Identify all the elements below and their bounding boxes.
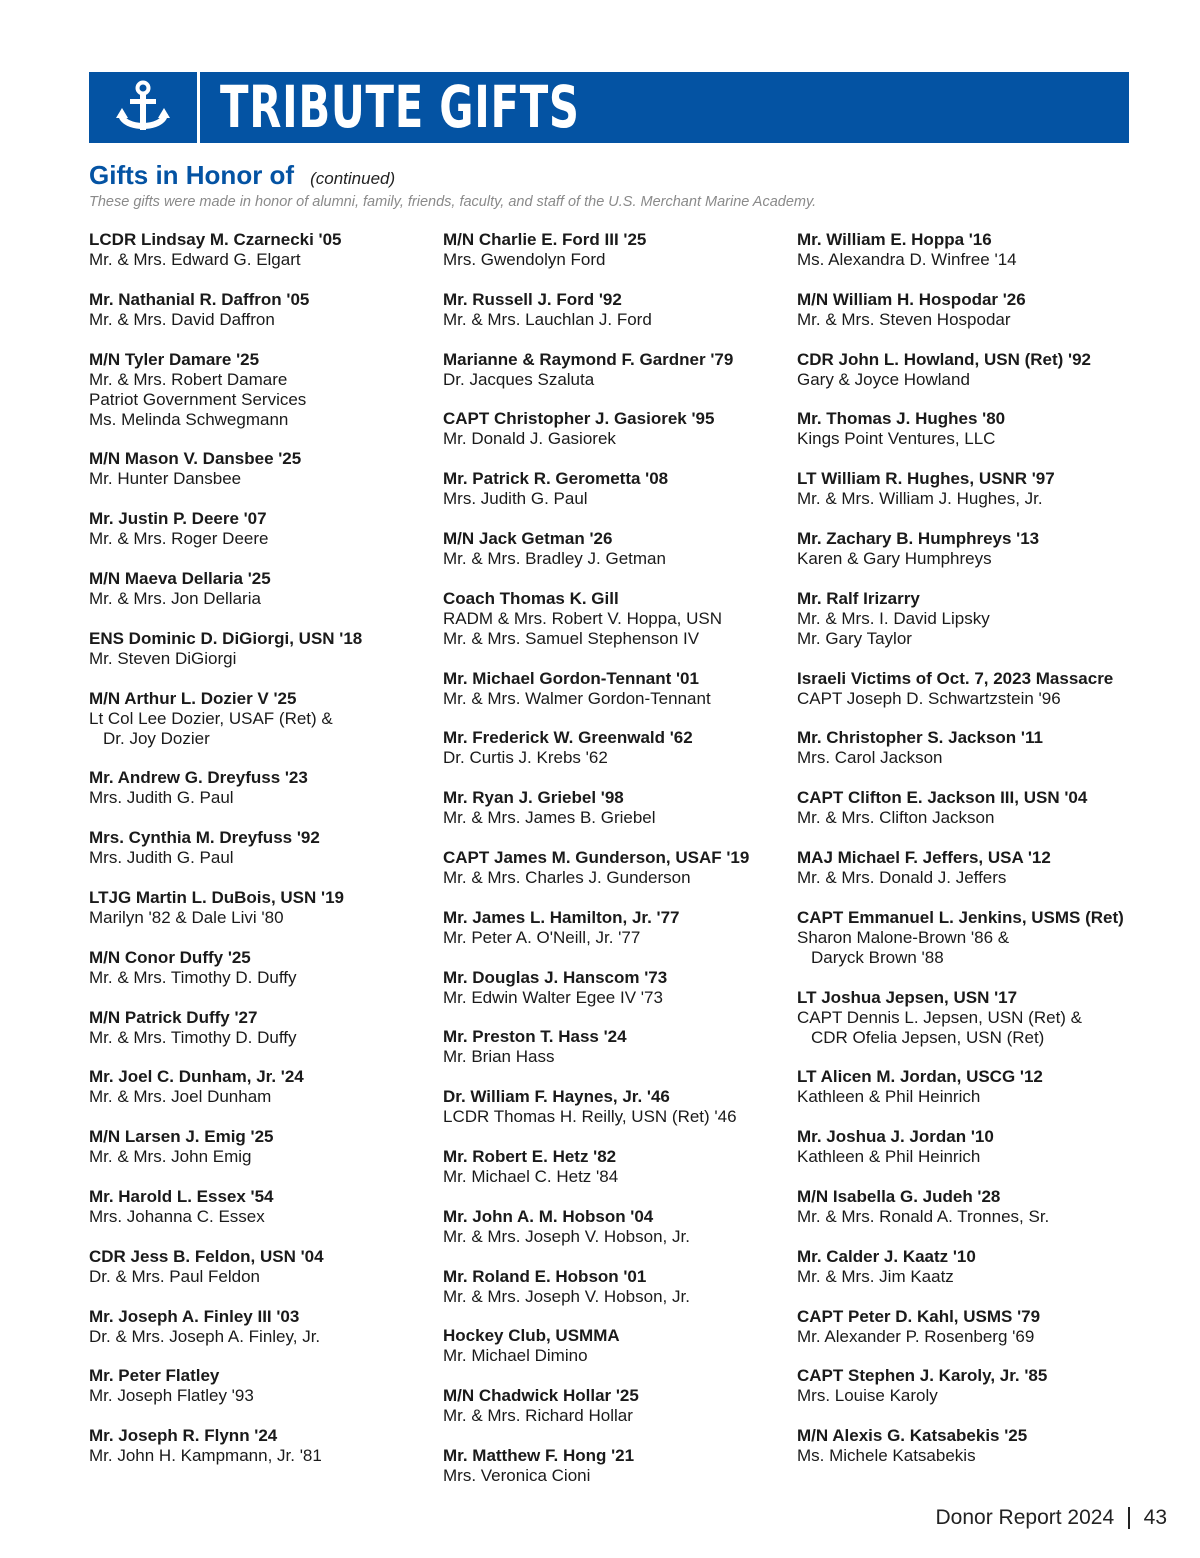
donor-name: Mr. Brian Hass (443, 1047, 555, 1067)
honoree-name: Mr. Frederick W. Greenwald '62 (443, 728, 693, 748)
donor-name: Mrs. Veronica Cioni (443, 1465, 591, 1485)
honoree-name: CDR Jess B. Feldon, USN '04 (89, 1246, 324, 1266)
honoree-name: Mr. William E. Hoppa '16 (797, 230, 992, 249)
donor-name: Mr. & Mrs. Bradley J. Getman (443, 548, 666, 568)
banner-divider (197, 72, 200, 143)
tribute-entry (443, 1087, 793, 1127)
footer-label: Donor Report 2024 (935, 1506, 1115, 1529)
honoree-name: CAPT Clifton E. Jackson III, USN '04 (797, 788, 1088, 808)
tribute-entry (89, 1127, 439, 1167)
tribute-entry (797, 589, 1147, 649)
honoree-name: Mr. James L. Hamilton, Jr. '77 (443, 907, 680, 927)
donor-name: Mr. & Mrs. Joseph V. Hobson, Jr. (443, 1226, 690, 1246)
donor-name: Gary & Joyce Howland (797, 369, 970, 389)
donor-name: Mr. & Mrs. Joel Dunham (89, 1087, 272, 1107)
donor-name: Dr. Jacques Szaluta (443, 369, 595, 389)
tribute-entry (443, 529, 793, 569)
donor-name: CAPT Joseph D. Schwartzstein '96 (797, 688, 1061, 708)
tribute-entry (89, 569, 439, 609)
honoree-name: M/N Mason V. Dansbee '25 (89, 449, 302, 469)
honoree-name: M/N Conor Duffy '25 (89, 947, 251, 967)
honoree-name: M/N Larsen J. Emig '25 (89, 1127, 274, 1147)
donor-name: Daryck Brown '88 (811, 947, 944, 967)
page-title: TRIBUTE GIFTS (220, 73, 580, 141)
honoree-name: CAPT Emmanuel L. Jenkins, USMS (Ret) (797, 907, 1124, 927)
donor-name: Mr. & Mrs. James B. Griebel (443, 808, 656, 828)
tribute-entry (89, 828, 439, 868)
donor-name: Ms. Alexandra D. Winfree '14 (797, 250, 1017, 269)
donor-name: Mr. Joseph Flatley '93 (89, 1386, 254, 1406)
tribute-entry (443, 1207, 793, 1247)
honoree-name: M/N Patrick Duffy '27 (89, 1007, 258, 1027)
donor-name: Mrs. Louise Karoly (797, 1386, 938, 1406)
tribute-entry (89, 449, 439, 489)
honoree-name: Mr. Preston T. Hass '24 (443, 1027, 627, 1047)
donor-name: Mr. Donald J. Gasiorek (443, 429, 616, 449)
donor-name: Mr. & Mrs. Lauchlan J. Ford (443, 309, 652, 329)
donor-name: Dr. Curtis J. Krebs '62 (443, 748, 608, 768)
donor-name: Mr. & Mrs. Clifton Jackson (797, 808, 995, 828)
donor-name: Mr. & Mrs. Jim Kaatz (797, 1266, 954, 1286)
tribute-entry (443, 409, 793, 449)
honoree-name: Israeli Victims of Oct. 7, 2023 Massacre (797, 668, 1114, 688)
honoree-name: Mr. Joseph A. Finley III '03 (89, 1306, 300, 1326)
donor-name: Mr. John H. Kampmann, Jr. '81 (89, 1446, 322, 1466)
tribute-entry (89, 290, 439, 330)
donor-name: Mr. Michael Dimino (443, 1346, 588, 1366)
tribute-entry (89, 230, 439, 270)
tribute-entry (797, 529, 1147, 569)
donor-name: Mr. & Mrs. Richard Hollar (443, 1406, 633, 1426)
tribute-entry (443, 1267, 793, 1307)
page-number: 43 (1143, 1506, 1167, 1529)
honoree-name: CAPT Christopher J. Gasiorek '95 (443, 409, 715, 429)
tribute-entry (89, 888, 439, 928)
honoree-name: CDR John L. Howland, USN (Ret) '92 (797, 349, 1091, 369)
section-title: Gifts in Honor of (89, 160, 295, 190)
tribute-entry (443, 908, 793, 948)
honoree-name: Mr. Ryan J. Griebel '98 (443, 788, 624, 808)
donor-name: Dr. & Mrs. Paul Feldon (89, 1266, 261, 1286)
honoree-name: Mr. Justin P. Deere '07 (89, 509, 267, 529)
donor-name: Kathleen & Phil Heinrich (797, 1087, 981, 1107)
tribute-entry (797, 669, 1147, 709)
tribute-entry (89, 1366, 439, 1406)
donor-name: Sharon Malone-Brown '86 & (797, 927, 1010, 947)
honoree-name: M/N Charlie E. Ford III '25 (443, 230, 647, 249)
donor-name: Mr. & Mrs. Donald J. Jeffers (797, 867, 1007, 887)
tribute-entry (89, 1307, 439, 1347)
honoree-name: CAPT Stephen J. Karoly, Jr. '85 (797, 1366, 1048, 1386)
honoree-name: Mr. Nathanial R. Daffron '05 (89, 289, 310, 309)
honoree-name: LCDR Lindsay M. Czarnecki '05 (89, 230, 342, 249)
donor-name: Mr. & Mrs. Jon Dellaria (89, 588, 261, 608)
donor-name: Mrs. Judith G. Paul (89, 848, 234, 868)
donor-name: Mrs. Gwendolyn Ford (443, 250, 606, 269)
tribute-entry (443, 589, 793, 649)
honoree-name: LTJG Martin L. DuBois, USN '19 (89, 887, 344, 907)
honoree-name: M/N Jack Getman '26 (443, 528, 613, 548)
honoree-name: Mr. Thomas J. Hughes '80 (797, 409, 1006, 429)
tribute-entry (89, 1008, 439, 1048)
honoree-name: Mr. Joel C. Dunham, Jr. '24 (89, 1067, 304, 1087)
donor-name: Mrs. Judith G. Paul (443, 489, 588, 509)
honoree-name: Mr. Matthew F. Hong '21 (443, 1445, 635, 1465)
anchor-icon (89, 72, 197, 143)
donor-name: Mr. & Mrs. Steven Hospodar (797, 309, 1011, 329)
tribute-entry (797, 1187, 1147, 1227)
page-footer (936, 1506, 1167, 1530)
donor-name: Ms. Melinda Schwegmann (89, 409, 289, 429)
donor-name: Mr. & Mrs. Joseph V. Hobson, Jr. (443, 1286, 690, 1306)
tribute-entry (797, 728, 1147, 768)
donor-name: CDR Ofelia Jepsen, USN (Ret) (811, 1027, 1045, 1047)
honoree-name: Mr. Ralf Irizarry (797, 588, 920, 608)
honoree-name: Mr. Calder J. Kaatz '10 (797, 1246, 976, 1266)
tribute-entry (89, 1067, 439, 1107)
tribute-entry (89, 1187, 439, 1227)
tribute-entry (797, 350, 1147, 390)
honoree-name: Mr. Harold L. Essex '54 (89, 1186, 274, 1206)
honoree-name: Marianne & Raymond F. Gardner '79 (443, 349, 734, 369)
donor-name: Lt Col Lee Dozier, USAF (Ret) & (89, 708, 333, 728)
tribute-entry (797, 988, 1147, 1048)
tribute-entry (797, 908, 1147, 968)
tribute-entry (89, 1247, 439, 1287)
tribute-entry (797, 290, 1147, 330)
honoree-name: Hockey Club, USMMA (443, 1326, 620, 1346)
honoree-name: Mr. Michael Gordon-Tennant '01 (443, 668, 699, 688)
donor-name: Mr. & Mrs. Edward G. Elgart (89, 250, 301, 269)
honoree-name: LT William R. Hughes, USNR '97 (797, 469, 1055, 489)
honoree-name: CAPT Peter D. Kahl, USMS '79 (797, 1306, 1041, 1326)
header-banner (89, 72, 1129, 143)
honoree-name: Mr. Douglas J. Hanscom '73 (443, 967, 668, 987)
tribute-entry (89, 1426, 439, 1466)
donor-name: Dr. Joy Dozier (103, 728, 210, 748)
tribute-entry (443, 788, 793, 828)
donor-name: Mrs. Carol Jackson (797, 748, 943, 768)
donor-name: Mr. & Mrs. Timothy D. Duffy (89, 1027, 297, 1047)
tribute-entry (89, 350, 439, 430)
donor-name: Dr. & Mrs. Joseph A. Finley, Jr. (89, 1326, 321, 1346)
tribute-entry (89, 629, 439, 669)
donor-name: Mr. & Mrs. David Daffron (89, 309, 275, 329)
honoree-name: Mrs. Cynthia M. Dreyfuss '92 (89, 828, 320, 848)
honoree-name: MAJ Michael F. Jeffers, USA '12 (797, 847, 1051, 867)
honoree-name: Mr. Joseph R. Flynn '24 (89, 1426, 278, 1446)
honoree-name: Mr. Christopher S. Jackson '11 (797, 728, 1043, 748)
donor-name: Mr. & Mrs. William J. Hughes, Jr. (797, 489, 1043, 509)
honoree-name: CAPT James M. Gunderson, USAF '19 (443, 847, 750, 867)
honoree-name: M/N William H. Hospodar '26 (797, 289, 1026, 309)
donor-name: Mr. & Mrs. Samuel Stephenson IV (443, 628, 700, 648)
tribute-entry (797, 1366, 1147, 1406)
tribute-entry (443, 1147, 793, 1187)
honoree-name: Mr. John A. M. Hobson '04 (443, 1206, 654, 1226)
donor-name: Mrs. Judith G. Paul (89, 788, 234, 808)
tribute-entry (443, 1326, 793, 1366)
donor-name: Kathleen & Phil Heinrich (797, 1147, 981, 1167)
donor-name: RADM & Mrs. Robert V. Hoppa, USN (443, 608, 723, 628)
donor-name: Mr. Steven DiGiorgi (89, 648, 237, 668)
tribute-entry (443, 469, 793, 509)
tribute-entry (443, 350, 793, 390)
donor-name: Karen & Gary Humphreys (797, 548, 992, 568)
tribute-entry (443, 968, 793, 1008)
donor-name: Mr. Gary Taylor (797, 628, 912, 648)
honoree-name: LT Joshua Jepsen, USN '17 (797, 987, 1018, 1007)
honoree-name: M/N Chadwick Hollar '25 (443, 1386, 639, 1406)
donor-name: Mr. & Mrs. Roger Deere (89, 529, 269, 549)
honoree-name: LT Alicen M. Jordan, USCG '12 (797, 1067, 1043, 1087)
tribute-entry (443, 1386, 793, 1426)
tribute-entry (797, 848, 1147, 888)
honoree-name: Mr. Andrew G. Dreyfuss '23 (89, 768, 308, 788)
tribute-entry (797, 1307, 1147, 1347)
honoree-name: Mr. Russell J. Ford '92 (443, 289, 622, 309)
donor-name: Mr. Alexander P. Rosenberg '69 (797, 1326, 1035, 1346)
honoree-name: Mr. Patrick R. Gerometta '08 (443, 469, 669, 489)
tribute-entry (797, 1067, 1147, 1107)
honoree-name: Mr. Joshua J. Jordan '10 (797, 1127, 994, 1147)
honoree-name: Mr. Roland E. Hobson '01 (443, 1266, 647, 1286)
tribute-entry (797, 469, 1147, 509)
tribute-entry (797, 788, 1147, 828)
honoree-name: Mr. Zachary B. Humphreys '13 (797, 528, 1040, 548)
donor-name: Mrs. Johanna C. Essex (89, 1206, 265, 1226)
tribute-entry (443, 669, 793, 709)
tribute-entry (443, 290, 793, 330)
donor-name: Mr. & Mrs. Timothy D. Duffy (89, 967, 297, 987)
column-3 (797, 230, 1147, 1486)
tribute-entry (89, 689, 439, 749)
tribute-entry (443, 230, 793, 270)
donor-name: LCDR Thomas H. Reilly, USN (Ret) '46 (443, 1107, 737, 1127)
honoree-name: Mr. Peter Flatley (89, 1366, 220, 1386)
honoree-name: Dr. William F. Haynes, Jr. '46 (443, 1087, 670, 1107)
footer-separator (1128, 1507, 1130, 1529)
donor-name: Patriot Government Services (89, 389, 307, 409)
tribute-entry (797, 409, 1147, 449)
honoree-name: M/N Arthur L. Dozier V '25 (89, 688, 297, 708)
tribute-entry (443, 728, 793, 768)
tribute-entry (797, 230, 1147, 270)
donor-name: Mr. Peter A. O'Neill, Jr. '77 (443, 927, 641, 947)
donor-name: Mr. Michael C. Hetz '84 (443, 1166, 619, 1186)
donor-name: CAPT Dennis L. Jepsen, USN (Ret) & (797, 1007, 1083, 1027)
donor-name: Mr. & Mrs. Charles J. Gunderson (443, 867, 691, 887)
honoree-name: Coach Thomas K. Gill (443, 588, 619, 608)
honoree-name: M/N Isabella G. Judeh '28 (797, 1186, 1001, 1206)
honoree-name: ENS Dominic D. DiGiorgi, USN '18 (89, 628, 363, 648)
tribute-entry (443, 848, 793, 888)
donor-name: Mr. & Mrs. Walmer Gordon-Tennant (443, 688, 711, 708)
tribute-entry (797, 1426, 1147, 1466)
donor-name: Mr. & Mrs. John Emig (89, 1147, 252, 1167)
honoree-name: M/N Maeva Dellaria '25 (89, 568, 271, 588)
section-description: These gifts were made in honor of alumni, family, friends, faculty, and staff of the U.S. Merchant Marine Academy. (89, 194, 817, 210)
donor-name: Ms. Michele Katsabekis (797, 1446, 976, 1466)
tribute-entry (443, 1027, 793, 1067)
column-1 (89, 230, 439, 1486)
donor-name: Kings Point Ventures, LLC (797, 429, 996, 449)
honoree-name: Mr. Robert E. Hetz '82 (443, 1146, 617, 1166)
tribute-entry (89, 509, 439, 549)
honoree-name: M/N Alexis G. Katsabekis '25 (797, 1426, 1028, 1446)
tribute-entry (797, 1247, 1147, 1287)
column-2 (443, 230, 793, 1506)
donor-name: Mr. & Mrs. Robert Damare (89, 369, 288, 389)
tribute-entry (443, 1446, 793, 1486)
donor-name: Mr. & Mrs. I. David Lipsky (797, 608, 990, 628)
donor-name: Marilyn '82 & Dale Livi '80 (89, 907, 284, 927)
donor-name: Mr. Hunter Dansbee (89, 469, 242, 489)
donor-name: Mr. Edwin Walter Egee IV '73 (443, 987, 663, 1007)
tribute-entry (797, 1127, 1147, 1167)
honoree-name: M/N Tyler Damare '25 (89, 349, 260, 369)
section-continued: (continued) (310, 169, 396, 188)
section-header (89, 160, 395, 191)
donor-name: Mr. & Mrs. Ronald A. Tronnes, Sr. (797, 1206, 1050, 1226)
tribute-entry (89, 768, 439, 808)
tribute-entry (89, 948, 439, 988)
